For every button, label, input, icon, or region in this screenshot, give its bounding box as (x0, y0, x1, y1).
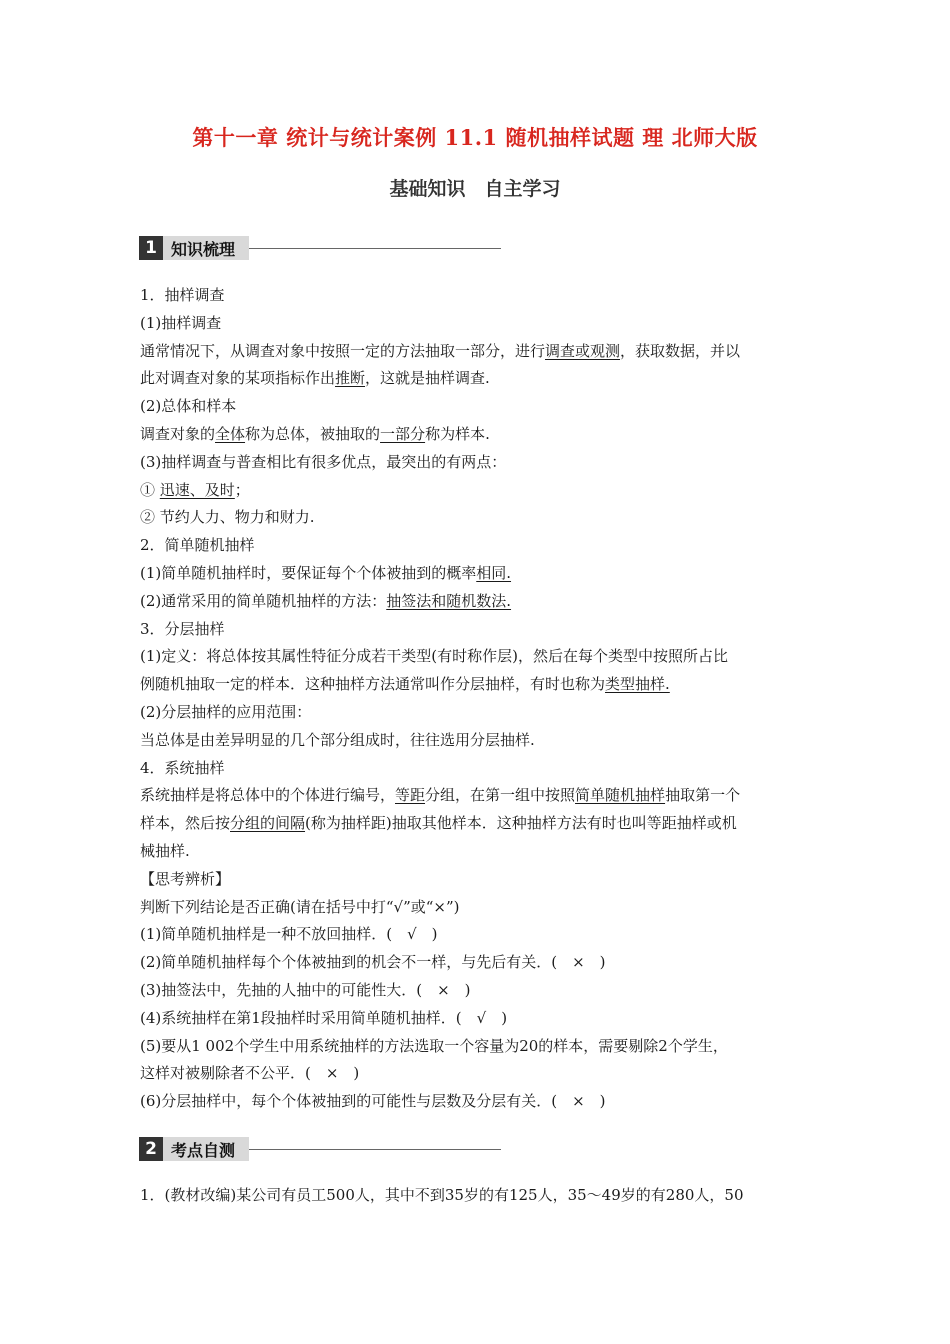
text-run: 例随机抽取一定的样本．这种抽样方法通常叫作分层抽样，有时也称为 (140, 675, 606, 694)
text-run: (2)分层抽样的应用范围： (140, 702, 312, 721)
content-line (140, 449, 812, 477)
text-run: 称为总体，被抽取的 (245, 424, 381, 443)
text-run: 【思考辨析】 (140, 869, 231, 888)
content-line (140, 1088, 812, 1116)
content-line (140, 838, 812, 866)
content-line (140, 755, 812, 783)
text-run: 4．系统抽样 (140, 758, 225, 777)
content-line (140, 921, 812, 949)
section-number-badge: 1 (139, 236, 163, 260)
content-line (140, 1060, 812, 1088)
content-line (140, 643, 812, 671)
section-subtitle: 基础知识 自主学习 (389, 178, 561, 200)
text-run: (1)抽样调查 (140, 313, 222, 332)
text-run: 3．分层抽样 (140, 619, 225, 638)
text-run: ，获取数据，并以 (620, 341, 741, 360)
text-run: ； (234, 480, 250, 499)
text-run: 此对调查对象的某项指标作出 (140, 369, 336, 388)
underlined-answer: 简单随机抽样 (575, 786, 666, 805)
text-run: (3)抽签法中，先抽的人抽中的可能性大．( × ) (140, 980, 471, 999)
text-run: 称为样本. (425, 424, 490, 443)
content-line (140, 393, 812, 421)
text-run: (1)简单随机抽样是一种不放回抽样．( √ ) (140, 925, 438, 944)
text-run: (5)要从1 002个学生中用系统抽样的方法选取一个容量为20的样本，需要剔除2个学生， (140, 1036, 728, 1055)
content-line (140, 338, 812, 366)
text-run: 械抽样. (140, 841, 190, 860)
content-line (140, 616, 812, 644)
text-run: (1)定义：将总体按其属性特征分成若干类型(有时称作层)，然后在每个类型中按照所占比 (140, 647, 728, 666)
content-line (140, 727, 812, 755)
section-divider (249, 1149, 501, 1150)
text-run: 分组，在第一组中按照 (425, 786, 576, 805)
content-line (140, 532, 812, 560)
text-run: 2．简单随机抽样 (140, 536, 255, 555)
content-line (140, 504, 812, 532)
section-number-badge: 2 (139, 1137, 163, 1161)
knowledge-content (140, 282, 812, 1116)
content-line (140, 477, 812, 505)
underlined-answer: 推断 (335, 369, 366, 388)
text-run: 通常情况下，从调查对象中按照一定的方法抽取一部分，进行 (140, 341, 546, 360)
underlined-answer: 迅速、及时 (159, 480, 235, 499)
content-line (140, 1033, 812, 1061)
text-run: 1．抽样调查 (140, 286, 225, 304)
text-run: 这样对被剔除者不公平．( × ) (140, 1064, 360, 1083)
text-run: 调查对象的 (140, 424, 216, 443)
text-run: 系统抽样是将总体中的个体进行编号， (140, 786, 396, 805)
content-line (140, 310, 812, 338)
text-run: (3)抽样调查与普查相比有很多优点，最突出的有两点： (140, 452, 507, 471)
underlined-answer: 分组的间隔 (230, 814, 306, 833)
question-1: 1．(教材改编)某公司有员工500人，其中不到35岁的有125人，35～49岁的有280人，50 (140, 1186, 744, 1204)
content-line (140, 560, 812, 588)
content-line (140, 810, 812, 838)
section-divider (249, 248, 501, 249)
section-header-knowledge (139, 236, 501, 260)
text-run: 判断下列结论是否正确(请在括号中打“√”或“×”) (140, 897, 460, 916)
underlined-answer: 等距 (395, 786, 426, 805)
content-line (140, 949, 812, 977)
text-run: ，这就是抽样调查. (365, 369, 490, 388)
text-run: (2)简单随机抽样每个个体被抽到的机会不一样，与先后有关．( × ) (140, 953, 606, 972)
text-run: (称为抽样距)抽取其他样本．这种抽样方法有时也叫等距抽样或机 (305, 814, 737, 833)
text-run: (4)系统抽样在第1段抽样时采用简单随机抽样．( √ ) (140, 1008, 508, 1027)
content-line (140, 671, 812, 699)
underlined-answer: 相同. (476, 563, 512, 582)
text-run: 样本，然后按 (140, 814, 231, 833)
text-run: 抽取第一个 (665, 786, 741, 805)
text-run: (1)简单随机抽样时，要保证每个个体被抽到的概率 (140, 563, 477, 582)
content-line (140, 588, 812, 616)
text-run: (2)总体和样本 (140, 397, 237, 416)
text-run: ② 节约人力、物力和财力. (140, 508, 315, 527)
underlined-answer: 类型抽样. (605, 675, 670, 694)
content-line (140, 977, 812, 1005)
text-run: ① (140, 480, 160, 499)
content-line (140, 699, 812, 727)
underlined-answer: 一部分 (380, 424, 426, 443)
content-line (140, 782, 812, 810)
underlined-answer: 调查或观测 (545, 341, 621, 360)
content-line (140, 866, 812, 894)
content-line (140, 421, 812, 449)
underlined-answer: 抽签法和随机数法. (386, 591, 512, 610)
content-line (140, 894, 812, 922)
text-run: (2)通常采用的简单随机抽样的方法： (140, 591, 387, 610)
page-title: 第十一章 统计与统计案例 11.1 随机抽样试题 理 北师大版 (192, 125, 758, 150)
content-line (140, 282, 812, 310)
content-line (140, 1005, 812, 1033)
text-run: 当总体是由差异明显的几个部分组成时，往往选用分层抽样. (140, 730, 535, 749)
section-header-selftest (139, 1137, 501, 1161)
text-run: (6)分层抽样中，每个个体被抽到的可能性与层数及分层有关．( × ) (140, 1092, 606, 1111)
section-label: 知识梳理 (163, 236, 249, 260)
section-label: 考点自测 (163, 1137, 249, 1161)
content-line (140, 365, 812, 393)
underlined-answer: 全体 (215, 424, 246, 443)
